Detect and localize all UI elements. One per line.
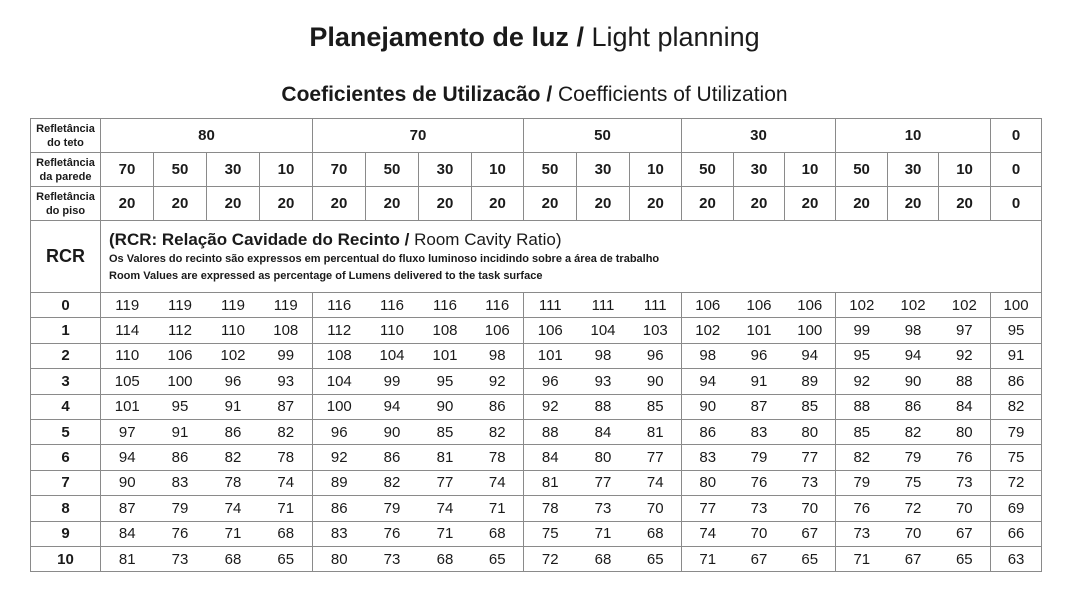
coefficient-cell: 83 — [682, 445, 734, 470]
coefficient-cell: 71 — [419, 521, 472, 546]
coefficient-cell: 106 — [734, 293, 785, 318]
coefficient-cell: 91 — [734, 369, 785, 394]
rcr-value: 2 — [31, 343, 101, 368]
wall-value: 10 — [630, 153, 682, 187]
wall-reflectance-label — [31, 153, 101, 187]
coefficient-cell: 80 — [682, 470, 734, 495]
coefficient-cell: 100 — [313, 394, 366, 419]
coefficient-cell: 116 — [313, 293, 366, 318]
coefficient-cell: 92 — [472, 369, 524, 394]
ceiling-reflectance-label — [31, 119, 101, 153]
coefficient-cell: 96 — [207, 369, 260, 394]
table-row — [31, 419, 1042, 444]
subtitle-separator: / — [540, 83, 559, 106]
coefficient-cell: 82 — [207, 445, 260, 470]
coefficient-cell: 77 — [682, 496, 734, 521]
ceiling-value: 80 — [101, 119, 313, 153]
coefficient-cell: 86 — [366, 445, 419, 470]
coefficient-cell: 89 — [313, 470, 366, 495]
rcr-note-english: Room Values are expressed as percentage of Lumens delivered to the task surface — [109, 269, 543, 282]
table-row — [31, 318, 1042, 343]
wall-label-line1: Refletância — [36, 156, 95, 169]
ceiling-value: 10 — [836, 119, 991, 153]
coefficient-cell: 90 — [630, 369, 682, 394]
coefficient-cell: 94 — [785, 343, 836, 368]
coefficient-cell: 96 — [524, 369, 577, 394]
coefficient-cell: 70 — [734, 521, 785, 546]
table-row — [31, 445, 1042, 470]
floor-value: 20 — [154, 187, 207, 221]
coefficient-cell: 106 — [154, 343, 207, 368]
coefficient-cell: 100 — [154, 369, 207, 394]
wall-value: 10 — [472, 153, 524, 187]
coefficient-cell: 98 — [682, 343, 734, 368]
coefficient-cell: 77 — [577, 470, 630, 495]
coefficient-cell: 94 — [682, 369, 734, 394]
rcr-value: 9 — [31, 521, 101, 546]
rcr-value: 0 — [31, 293, 101, 318]
floor-reflectance-label — [31, 187, 101, 221]
coefficient-cell: 86 — [682, 419, 734, 444]
coefficient-cell: 68 — [472, 521, 524, 546]
coefficient-cell: 102 — [682, 318, 734, 343]
title-english: Light planning — [591, 22, 760, 52]
coefficient-cell: 76 — [366, 521, 419, 546]
coefficient-cell: 99 — [366, 369, 419, 394]
coefficient-cell: 75 — [888, 470, 939, 495]
coefficient-cell: 87 — [101, 496, 154, 521]
coefficient-cell: 104 — [366, 343, 419, 368]
coefficient-cell: 82 — [888, 419, 939, 444]
coefficient-cell: 65 — [785, 546, 836, 571]
coefficient-cell: 119 — [207, 293, 260, 318]
coefficient-cell: 86 — [207, 419, 260, 444]
rcr-value: 1 — [31, 318, 101, 343]
ceiling-label-line2: do teto — [47, 136, 84, 149]
coefficient-cell: 103 — [630, 318, 682, 343]
subtitle-portuguese: Coeficientes de Utilizacão — [281, 83, 541, 106]
coefficient-cell: 108 — [260, 318, 313, 343]
coefficient-cell: 119 — [154, 293, 207, 318]
coefficient-cell: 67 — [734, 546, 785, 571]
rcr-value: 10 — [31, 546, 101, 571]
wall-value: 50 — [154, 153, 207, 187]
coefficient-cell: 65 — [630, 546, 682, 571]
coefficient-cell: 68 — [419, 546, 472, 571]
coefficient-cell: 111 — [630, 293, 682, 318]
coefficient-cell: 84 — [524, 445, 577, 470]
wall-reflectance-row — [31, 153, 1042, 187]
coefficient-cell: 101 — [734, 318, 785, 343]
floor-value: 20 — [939, 187, 991, 221]
coefficient-cell: 86 — [888, 394, 939, 419]
wall-label-line2: da parede — [39, 170, 92, 183]
wall-value: 10 — [785, 153, 836, 187]
coefficient-cell: 72 — [888, 496, 939, 521]
coefficient-cell: 77 — [785, 445, 836, 470]
coefficient-cell: 96 — [630, 343, 682, 368]
coefficient-cell: 69 — [991, 496, 1042, 521]
coefficient-cell: 82 — [366, 470, 419, 495]
table-row — [31, 521, 1042, 546]
coefficient-cell: 71 — [472, 496, 524, 521]
coefficient-cell: 89 — [785, 369, 836, 394]
coefficient-cell: 78 — [260, 445, 313, 470]
floor-value: 20 — [313, 187, 366, 221]
ceiling-value: 0 — [991, 119, 1042, 153]
coefficient-cell: 85 — [630, 394, 682, 419]
coefficient-cell: 76 — [939, 445, 991, 470]
coefficient-cell: 91 — [991, 343, 1042, 368]
wall-value: 30 — [419, 153, 472, 187]
coefficient-cell: 106 — [682, 293, 734, 318]
coefficients-table — [30, 118, 1042, 572]
coefficient-cell: 88 — [577, 394, 630, 419]
coefficient-cell: 67 — [888, 546, 939, 571]
floor-value: 20 — [630, 187, 682, 221]
table-row — [31, 343, 1042, 368]
rcr-value: 5 — [31, 419, 101, 444]
coefficient-cell: 73 — [939, 470, 991, 495]
coefficient-cell: 106 — [524, 318, 577, 343]
coefficient-cell: 83 — [313, 521, 366, 546]
coefficient-cell: 79 — [888, 445, 939, 470]
coefficient-cell: 108 — [313, 343, 366, 368]
floor-value: 20 — [524, 187, 577, 221]
coefficient-cell: 91 — [207, 394, 260, 419]
ceiling-value: 70 — [313, 119, 524, 153]
wall-value: 70 — [313, 153, 366, 187]
coefficient-cell: 71 — [682, 546, 734, 571]
coefficient-cell: 119 — [260, 293, 313, 318]
title-portuguese: Planejamento de luz — [309, 22, 569, 52]
wall-value: 50 — [366, 153, 419, 187]
coefficient-cell: 65 — [472, 546, 524, 571]
coefficient-cell: 74 — [207, 496, 260, 521]
table-row — [31, 470, 1042, 495]
coefficient-cell: 68 — [207, 546, 260, 571]
coefficient-cell: 111 — [524, 293, 577, 318]
coefficient-cell: 93 — [577, 369, 630, 394]
floor-value: 20 — [734, 187, 785, 221]
coefficient-cell: 76 — [836, 496, 888, 521]
coefficient-cell: 65 — [939, 546, 991, 571]
wall-value: 30 — [888, 153, 939, 187]
coefficient-cell: 85 — [785, 394, 836, 419]
coefficient-cell: 84 — [939, 394, 991, 419]
coefficient-cell: 94 — [888, 343, 939, 368]
coefficient-cell: 84 — [577, 419, 630, 444]
coefficient-cell: 90 — [888, 369, 939, 394]
coefficient-cell: 63 — [991, 546, 1042, 571]
coefficient-cell: 73 — [366, 546, 419, 571]
coefficient-cell: 73 — [734, 496, 785, 521]
ceiling-label-line1: Refletância — [36, 122, 95, 135]
coefficient-cell: 81 — [524, 470, 577, 495]
table-row — [31, 293, 1042, 318]
coefficient-cell: 101 — [419, 343, 472, 368]
coefficient-cell: 90 — [366, 419, 419, 444]
coefficient-cell: 87 — [734, 394, 785, 419]
coefficient-cell: 90 — [101, 470, 154, 495]
coefficient-cell: 86 — [313, 496, 366, 521]
coefficient-cell: 66 — [991, 521, 1042, 546]
coefficient-cell: 82 — [472, 419, 524, 444]
wall-value: 0 — [991, 153, 1042, 187]
coefficient-cell: 96 — [734, 343, 785, 368]
coefficient-cell: 91 — [154, 419, 207, 444]
page-title — [0, 20, 1069, 54]
rcr-note-portuguese: Os Valores do recinto são expressos em percentual do fluxo luminoso incidindo sobre a área de trabalho — [109, 252, 660, 265]
wall-value: 10 — [260, 153, 313, 187]
rcr-value: 3 — [31, 369, 101, 394]
floor-value: 20 — [472, 187, 524, 221]
coefficient-cell: 83 — [734, 419, 785, 444]
coefficient-cell: 81 — [630, 419, 682, 444]
coefficient-cell: 86 — [472, 394, 524, 419]
table-row — [31, 546, 1042, 571]
floor-value: 20 — [207, 187, 260, 221]
coefficient-cell: 76 — [154, 521, 207, 546]
coefficient-cell: 100 — [991, 293, 1042, 318]
coefficient-cell: 108 — [419, 318, 472, 343]
wall-value: 70 — [101, 153, 154, 187]
floor-label-line2: do piso — [45, 204, 86, 217]
coefficient-cell: 74 — [472, 470, 524, 495]
coefficient-cell: 98 — [472, 343, 524, 368]
coefficient-cell: 110 — [207, 318, 260, 343]
coefficient-cell: 79 — [734, 445, 785, 470]
coefficient-cell: 95 — [419, 369, 472, 394]
coefficient-cell: 116 — [472, 293, 524, 318]
subtitle-english: Coefficients of Utilization — [558, 83, 788, 106]
coefficient-cell: 82 — [836, 445, 888, 470]
coefficient-cell: 70 — [888, 521, 939, 546]
coefficient-cell: 101 — [524, 343, 577, 368]
coefficient-cell: 82 — [260, 419, 313, 444]
floor-value: 20 — [101, 187, 154, 221]
coefficient-cell: 106 — [785, 293, 836, 318]
coefficient-cell: 92 — [836, 369, 888, 394]
floor-value: 20 — [785, 187, 836, 221]
coefficient-cell: 73 — [836, 521, 888, 546]
coefficient-cell: 98 — [577, 343, 630, 368]
coefficient-cell: 116 — [419, 293, 472, 318]
coefficient-cell: 68 — [577, 546, 630, 571]
coefficient-cell: 84 — [101, 521, 154, 546]
coefficient-cell: 110 — [366, 318, 419, 343]
coefficient-cell: 100 — [785, 318, 836, 343]
coefficient-cell: 65 — [260, 546, 313, 571]
coefficient-cell: 75 — [524, 521, 577, 546]
coefficient-cell: 98 — [888, 318, 939, 343]
coefficient-cell: 70 — [630, 496, 682, 521]
coefficient-cell: 101 — [101, 394, 154, 419]
coefficient-cell: 74 — [419, 496, 472, 521]
coefficient-cell: 72 — [991, 470, 1042, 495]
coefficient-cell: 111 — [577, 293, 630, 318]
ceiling-value: 50 — [524, 119, 682, 153]
coefficient-cell: 71 — [260, 496, 313, 521]
wall-value: 50 — [836, 153, 888, 187]
coefficient-cell: 90 — [419, 394, 472, 419]
coefficient-cell: 116 — [366, 293, 419, 318]
coefficient-cell: 81 — [101, 546, 154, 571]
coefficient-cell: 95 — [836, 343, 888, 368]
rcr-heading-separator: / — [399, 229, 415, 249]
coefficient-cell: 73 — [577, 496, 630, 521]
coefficient-cell: 114 — [101, 318, 154, 343]
wall-value: 50 — [524, 153, 577, 187]
coefficient-cell: 79 — [366, 496, 419, 521]
coefficient-cell: 94 — [101, 445, 154, 470]
coefficient-cell: 102 — [888, 293, 939, 318]
coefficient-cell: 97 — [101, 419, 154, 444]
coefficient-cell: 72 — [524, 546, 577, 571]
title-separator: / — [568, 22, 592, 52]
coefficient-cell: 74 — [630, 470, 682, 495]
floor-reflectance-row — [31, 187, 1042, 221]
table-row — [31, 369, 1042, 394]
coefficient-cell: 79 — [154, 496, 207, 521]
coefficient-cell: 92 — [313, 445, 366, 470]
coefficient-cell: 79 — [836, 470, 888, 495]
coefficient-cell: 70 — [785, 496, 836, 521]
coefficient-cell: 83 — [154, 470, 207, 495]
rcr-value: 8 — [31, 496, 101, 521]
table-row — [31, 394, 1042, 419]
coefficient-cell: 77 — [630, 445, 682, 470]
wall-value: 30 — [207, 153, 260, 187]
floor-value: 20 — [836, 187, 888, 221]
coefficient-cell: 81 — [419, 445, 472, 470]
coefficient-cell: 78 — [472, 445, 524, 470]
floor-value: 20 — [366, 187, 419, 221]
coefficient-cell: 80 — [939, 419, 991, 444]
table-row — [31, 496, 1042, 521]
floor-label-line1: Refletância — [36, 190, 95, 203]
coefficient-cell: 67 — [939, 521, 991, 546]
coefficient-cell: 102 — [207, 343, 260, 368]
floor-value: 20 — [260, 187, 313, 221]
coefficient-cell: 73 — [154, 546, 207, 571]
coefficient-cell: 80 — [313, 546, 366, 571]
coefficient-cell: 92 — [524, 394, 577, 419]
rcr-heading-portuguese: (RCR: Relação Cavidade do Recinto — [109, 229, 400, 249]
coefficient-cell: 71 — [577, 521, 630, 546]
coefficient-cell: 99 — [836, 318, 888, 343]
floor-value: 20 — [577, 187, 630, 221]
coefficient-cell: 93 — [260, 369, 313, 394]
coefficient-cell: 90 — [682, 394, 734, 419]
rcr-note-heading — [109, 229, 1033, 251]
coefficient-cell: 112 — [313, 318, 366, 343]
coefficient-cell: 88 — [836, 394, 888, 419]
coefficient-cell: 99 — [260, 343, 313, 368]
coefficient-cell: 70 — [939, 496, 991, 521]
coefficient-cell: 78 — [524, 496, 577, 521]
coefficient-cell: 87 — [260, 394, 313, 419]
coefficient-cell: 79 — [991, 419, 1042, 444]
coefficient-cell: 80 — [577, 445, 630, 470]
rcr-value: 4 — [31, 394, 101, 419]
coefficient-cell: 75 — [991, 445, 1042, 470]
coefficient-cell: 68 — [260, 521, 313, 546]
coefficient-cell: 86 — [154, 445, 207, 470]
floor-value: 0 — [991, 187, 1042, 221]
coefficient-cell: 102 — [939, 293, 991, 318]
wall-value: 10 — [939, 153, 991, 187]
rcr-value: 6 — [31, 445, 101, 470]
coefficient-cell: 77 — [419, 470, 472, 495]
coefficient-cell: 71 — [836, 546, 888, 571]
coefficient-cell: 67 — [785, 521, 836, 546]
coefficient-cell: 96 — [313, 419, 366, 444]
coefficient-cell: 94 — [366, 394, 419, 419]
ceiling-value: 30 — [682, 119, 836, 153]
rcr-heading-english: Room Cavity Ratio) — [414, 229, 562, 249]
coefficient-cell: 102 — [836, 293, 888, 318]
coefficient-cell: 85 — [419, 419, 472, 444]
wall-value: 30 — [577, 153, 630, 187]
coefficient-cell: 104 — [577, 318, 630, 343]
rcr-column-label: RCR — [31, 221, 101, 293]
coefficient-cell: 74 — [682, 521, 734, 546]
coefficient-cell: 92 — [939, 343, 991, 368]
coefficient-cell: 88 — [524, 419, 577, 444]
coefficient-cell: 86 — [991, 369, 1042, 394]
coefficient-cell: 73 — [785, 470, 836, 495]
wall-value: 30 — [734, 153, 785, 187]
rcr-note — [101, 221, 1042, 293]
coefficient-cell: 82 — [991, 394, 1042, 419]
wall-value: 50 — [682, 153, 734, 187]
coefficient-cell: 68 — [630, 521, 682, 546]
coefficient-cell: 85 — [836, 419, 888, 444]
coefficient-cell: 88 — [939, 369, 991, 394]
coefficient-cell: 74 — [260, 470, 313, 495]
coefficient-cell: 105 — [101, 369, 154, 394]
floor-value: 20 — [419, 187, 472, 221]
coefficient-cell: 119 — [101, 293, 154, 318]
coefficient-cell: 76 — [734, 470, 785, 495]
rcr-value: 7 — [31, 470, 101, 495]
rcr-note-row — [31, 221, 1042, 293]
floor-value: 20 — [888, 187, 939, 221]
coefficient-cell: 112 — [154, 318, 207, 343]
coefficient-cell: 80 — [785, 419, 836, 444]
coefficient-cell: 97 — [939, 318, 991, 343]
coefficient-cell: 71 — [207, 521, 260, 546]
coefficient-cell: 106 — [472, 318, 524, 343]
floor-value: 20 — [682, 187, 734, 221]
coefficient-cell: 95 — [154, 394, 207, 419]
coefficient-cell: 78 — [207, 470, 260, 495]
table-subtitle — [0, 82, 1069, 108]
coefficient-cell: 95 — [991, 318, 1042, 343]
ceiling-reflectance-row — [31, 119, 1042, 153]
coefficient-cell: 110 — [101, 343, 154, 368]
coefficient-cell: 104 — [313, 369, 366, 394]
